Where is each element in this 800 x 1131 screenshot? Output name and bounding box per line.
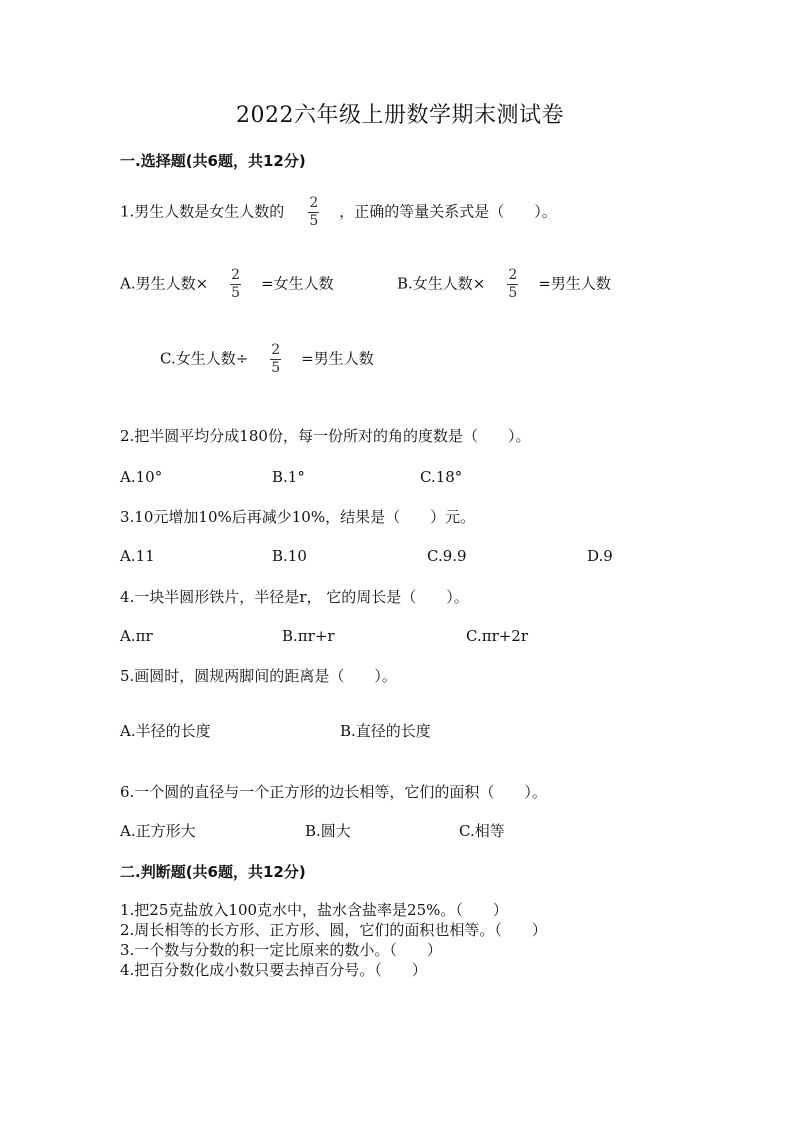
- question-5: 5.画圆时，圆规两脚间的距离是（ ）。: [120, 667, 397, 685]
- option-c: C.女生人数÷ $\frac{2}{5}$ =男生人数: [160, 342, 374, 376]
- option-b: B.1°: [272, 468, 305, 486]
- option-b: B.πr+r: [282, 627, 335, 645]
- option-a: A.半径的长度: [120, 722, 211, 740]
- option-a: A.11: [120, 547, 155, 565]
- fraction: $\frac{2}{5}$: [309, 195, 319, 229]
- option-c: C.9.9: [427, 547, 467, 565]
- fraction: $\frac{2}{5}$: [508, 267, 518, 301]
- page-title: 2022六年级上册数学期末测试卷: [236, 103, 564, 128]
- option-c: C.18°: [420, 468, 463, 486]
- judgment-item: 1.把25克盐放入100克水中，盐水含盐率是25%。（ ）: [120, 901, 508, 919]
- option-b: B.直径的长度: [340, 722, 431, 740]
- judgment-item: 2.周长相等的长方形、正方形、圆，它们的面积也相等。（ ）: [120, 921, 547, 939]
- option-d: D.9: [587, 547, 613, 565]
- option-a: A.10°: [120, 468, 163, 486]
- question-3: 3.10元增加10%后再减少10%，结果是（ ）元。: [120, 508, 476, 526]
- section-heading-judgment: 二.判断题(共6题，共12分): [120, 863, 306, 881]
- question-1-stem-after: ，正确的等量关系式是（ ）。: [339, 202, 557, 221]
- judgment-item: 3.一个数与分数的积一定比原来的数小。（ ）: [120, 941, 442, 959]
- option-b: B.女生人数× $\frac{2}{5}$ =男生人数: [397, 267, 611, 301]
- option-c: C.πr+2r: [466, 627, 529, 645]
- option-b: B.10: [272, 547, 307, 565]
- judgment-item: 4.把百分数化成小数只要去掉百分号。（ ）: [120, 961, 427, 979]
- fraction: $\frac{2}{5}$: [231, 267, 241, 301]
- option-a: A.正方形大: [120, 822, 196, 840]
- question-2: 2.把半圆平均分成180份，每一份所对的角的度数是（ ）。: [120, 427, 531, 445]
- question-1: [120, 196, 557, 229]
- option-c: C.相等: [459, 822, 505, 840]
- question-1-stem-before: 1.男生人数是女生人数的: [120, 202, 285, 221]
- question-4: 4.一块半圆形铁片，半径是r， 它的周长是（ ）。: [120, 588, 469, 606]
- question-6: 6.一个圆的直径与一个正方形的边长相等，它们的面积（ ）。: [120, 783, 547, 801]
- section-heading-choice: 一.选择题(共6题，共12分): [120, 152, 306, 170]
- fraction: $\frac{2}{5}$: [271, 342, 281, 376]
- option-b: B.圆大: [305, 822, 351, 840]
- option-a: A.πr: [120, 627, 153, 645]
- option-a: A.男生人数× $\frac{2}{5}$ =女生人数: [120, 267, 334, 301]
